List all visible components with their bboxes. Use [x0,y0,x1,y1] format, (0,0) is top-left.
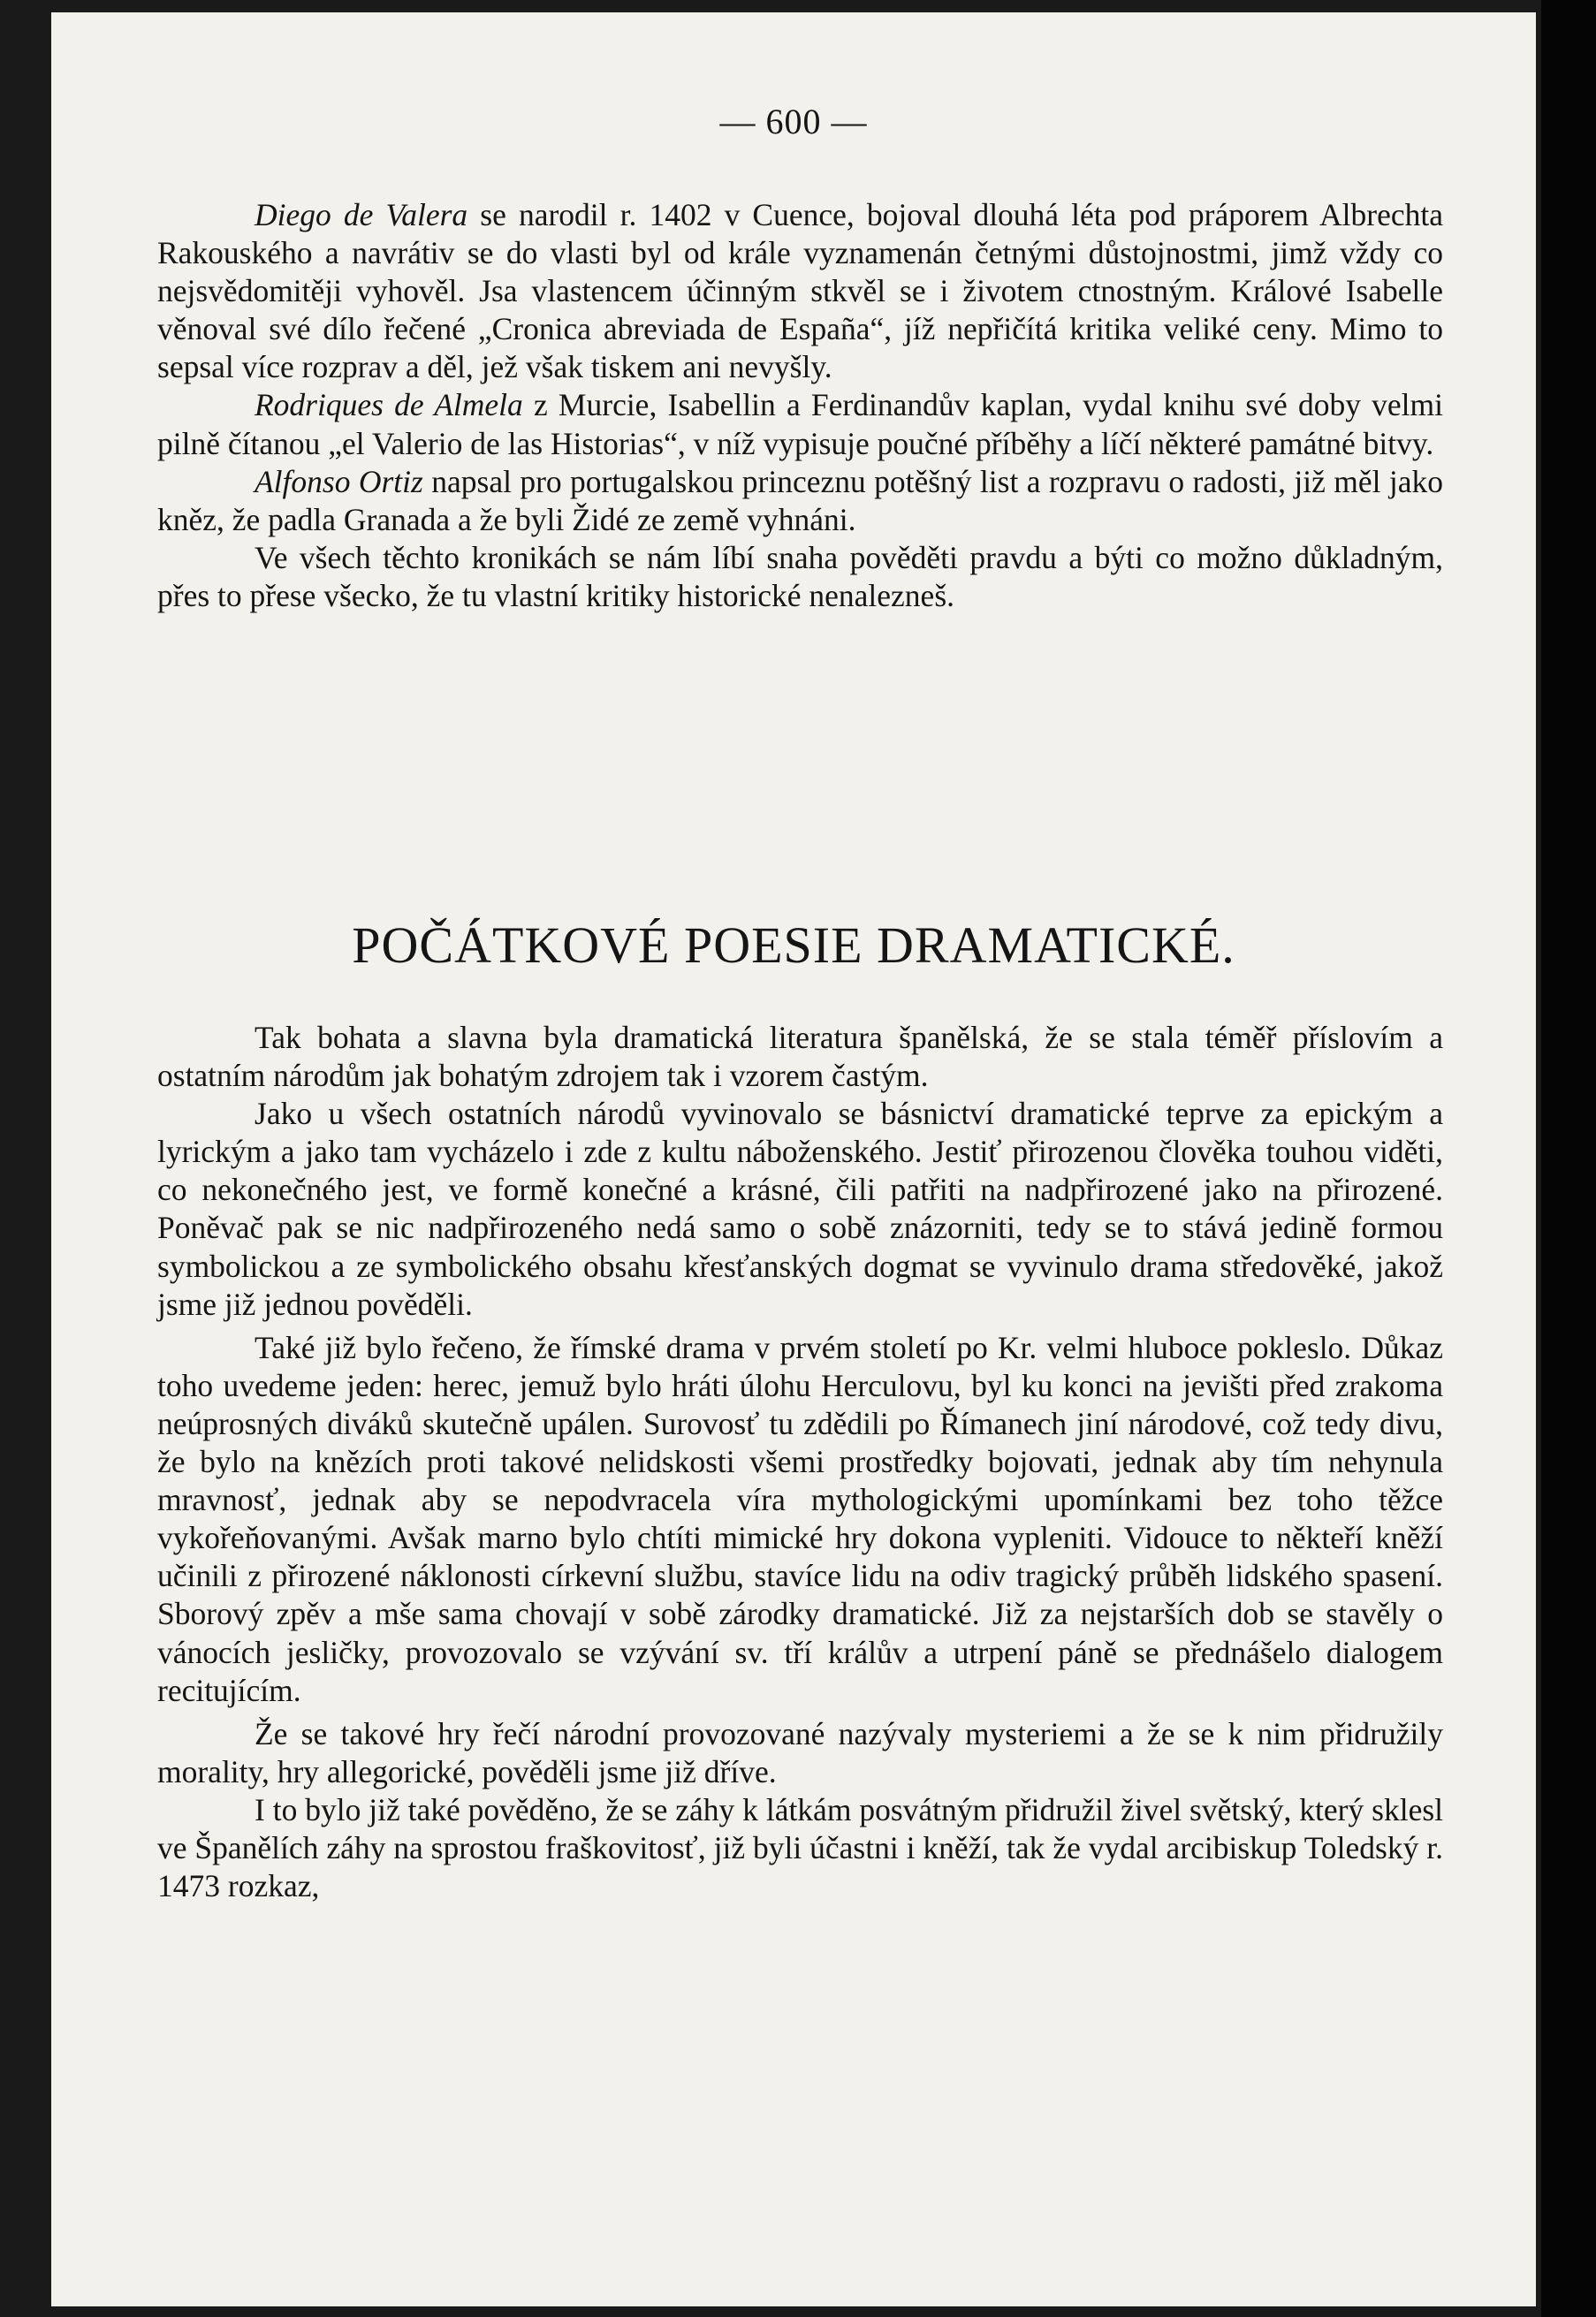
page-number: — 600 — [719,102,868,141]
paragraph-chronicles: Ve všech těchto kronikách se nám líbí snaha pověděti pravdu a býti co možno důkladným, přes to přese všecko, že tu vlastní kritiky historické nenalezneš. [157,539,1443,613]
person-name: Diego de Valera [255,197,468,232]
person-name: Rodriques de Almela [255,387,523,423]
section-paragraph: I to bylo již také pověděno, že se záhy k látkám posvátným přidružil živel světský, který sklesl ve Španělích záhy na sprostou fraškovitosť, již byli účastni i kněží, tak že vydal arcibiskup Toledský r. 1473 rozkaz, [157,1791,1443,1904]
section-title: POČÁTKOVÉ POESIE DRAMATICKÉ. [352,916,1235,974]
paragraph-text: se narodil r. 1402 v Cuence, bojoval dlouhá léta pod práporem Albrechta Rakouského a navrátiv se do vlasti byl od krále vyznamenán četnými důstojnostmi, jimž vždy co nejsvědomitěji vyhověl. Jsa vlastencem účinným stkvěl se i životem ctnostným. Králové Isabelle věnoval své dílo řečené „Cronica abreviada de España“, jíž nepřičítá kritika veliké ceny. Mimo to sepsal více rozprav a děl, jež však tiskem ani nevyšly. [157,197,1444,385]
paragraph-rodriques-de-almela [157,386,1443,462]
person-name: Alfonso Ortiz [255,463,423,499]
section-paragraph: Jako u všech ostatních národů vyvinovalo se básnictví dramatické teprve za epickým a lyrickým a jako tam vycházelo i zde z kultu náboženského. Jestiť přirozenou člověka touhou viděti, co nekonečného jest, ve formě konečné a krásné, čili patřiti na nadpřirozené jako na přirozené. Poněvač pak se nic nadpřirozeného nedá samo o sobě znázorniti, tedy se to stává jedině formou symbolickou a ze symbolického obsahu křesťanských dogmat se vyvinulo drama středověké, jakož jsme již jednou pověděli. [157,1096,1443,1322]
paragraph-text: z Murcie, Isabellin a Ferdinandův kaplan, vydal knihu své doby velmi pilně čítanou „el Valerio de las Historias“, v níž vypisuje poučné příběhy a líčí některé památné bitvy. [157,387,1443,461]
paragraph-diego-de-valera [157,196,1443,386]
section-paragraph: Tak bohata a slavna byla dramatická literatura španělská, že se stala téměř příslovím a ostatním národům jak bohatým zdrojem tak i vzorem častým. [157,1020,1443,1094]
top-text-block [157,196,1443,615]
paragraph-text: napsal pro portugalskou princeznu potěšný list a rozpravu o radosti, již měl jako kněz, že padla Granada a že byli Židé ze země vyhnáni. [157,463,1443,537]
section-paragraph: Také již bylo řečeno, že římské drama v prvém století po Kr. velmi hluboce pokleslo. Důkaz toho uvedeme jeden: herec, jemuž bylo hráti úlohu Herculovu, byl ku konci na jevišti před zrakoma neúprosných diváků skutečně upálen. Surovosť tu zdědili po Římanech jiní národové, což tedy divu, že bylo na knězích proti takové nelidskosti všemi prostředky bojovati, jednak aby tím nehynula mravnosť, jednak aby se nepodvracela víra mythologickými upomínkami bez toho těžce vykořeňovanými. Avšak marno bylo chtíti mimické hry dokona vypleniti. Vidouce to někteří kněží učinili z přirozené náklonosti církevní službu, stavíce lidu na odiv tragický průběh lidského spasení. Sborový zpěv a mše sama chovají v sobě zárodky dramatické. Již za nejstarších dob se stavěly o vánocích jesličky, provozovalo se vzývání sv. tří králův a utrpení páně se přednášelo dialogem recitujícím. [157,1329,1443,1708]
scan-border [1541,0,1596,2317]
section-paragraph: Že se takové hry řečí národní provozované nazývaly mysteriemi a že se k nim přidružily morality, hry allegorické, pověděli jsme již dříve. [157,1715,1443,1789]
book-page [51,12,1536,2306]
section-text-block [157,1019,1443,1905]
paragraph-alfonso-ortiz [157,463,1443,539]
